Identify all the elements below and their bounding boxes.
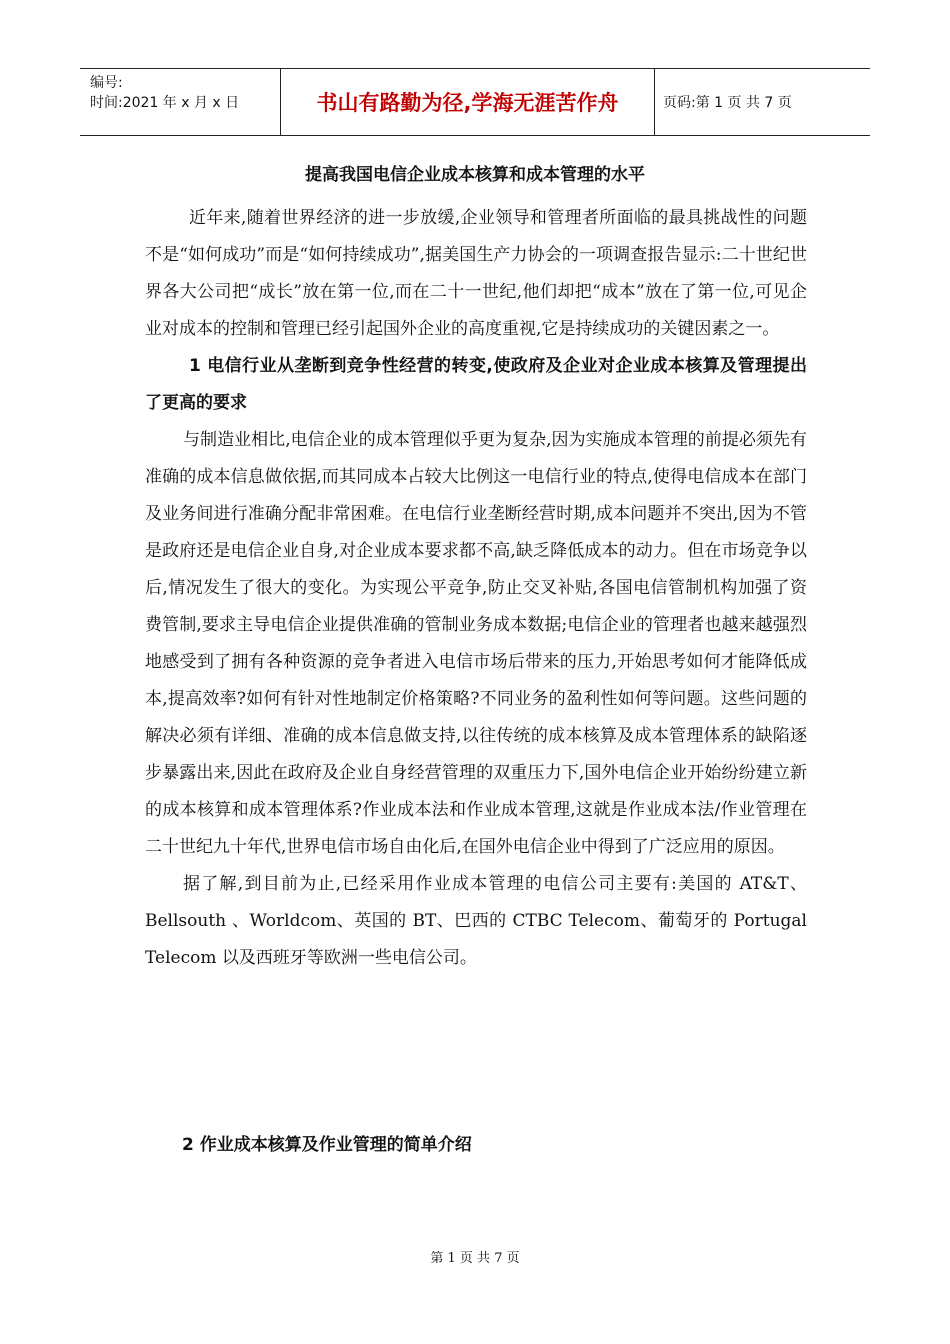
paragraph-3: 据了解,到目前为止,已经采用作业成本管理的电信公司主要有:美国的 AT&T、Bellsouth 、Worldcom、英国的 BT、巴西的 CTBC Telecom、葡萄牙的 Portugal Telecom 以及西班牙等欧洲一些电信公司。 [145,874,807,968]
header-number-label: 编号: [90,75,123,91]
section2-heading: 2 作业成本核算及作业管理的简单介绍 [182,1135,472,1155]
page-header [80,68,870,136]
page-footer: 第 1 页 共 7 页 [430,1251,520,1266]
header-motto: 书山有路勤为径,学海无涯苦作舟 [316,91,619,115]
header-time-label: 时间:2021 年 x 月 x 日 [90,95,240,111]
section1-heading: 1 电信行业从垄断到竞争性经营的转变,使政府及企业对企业成本核算及管理提出了更高的要求 [145,356,807,413]
header-page-info: 页码:第 1 页 共 7 页 [663,95,792,111]
document-body [145,200,807,977]
document-title: 提高我国电信企业成本核算和成本管理的水平 [305,165,645,185]
header-meta [80,69,280,135]
intro-paragraph: 近年来,随着世界经济的进一步放缓,企业领导和管理者所面临的最具挑战性的问题不是“如何成功”而是“如何持续成功”,据美国生产力协会的一项调查报告显示:二十世纪世界各大公司把“成长”放在第一位,而在二十一世纪,他们却把“成本”放在了第一位,可见企业对成本的控制和管理已经引起国外企业的高度重视,它是持续成功的关键因素之一。 [145,208,807,339]
paragraph-2: 与制造业相比,电信企业的成本管理似乎更为复杂,因为实施成本管理的前提必须先有准确的成本信息做依据,而其同成本占较大比例这一电信行业的特点,使得电信成本在部门及业务间进行准确分配非常困难。在电信行业垄断经营时期,成本问题并不突出,因为不管是政府还是电信企业自身,对企业成本要求都不高,缺乏降低成本的动力。但在市场竞争以后,情况发生了很大的变化。为实现公平竞争,防止交叉补贴,各国电信管制机构加强了资费管制,要求主导电信企业提供准确的管制业务成本数据;电信企业的管理者也越来越强烈地感受到了拥有各种资源的竞争者进入电信市场后带来的压力,开始思考如何才能降低成本,提高效率?如何有针对性地制定价格策略?不同业务的盈利性如何等问题。这些问题的解决必须有详细、准确的成本信息做支持,以往传统的成本核算及成本管理体系的缺陷逐步暴露出来,因此在政府及企业自身经营管理的双重压力下,国外电信企业开始纷纷建立新的成本核算和成本管理体系?作业成本法和作业成本管理,这就是作业成本法/作业管理在二十世纪九十年代,世界电信市场自由化后,在国外电信企业中得到了广泛应用的原因。 [145,430,807,857]
header-motto-cell [280,69,655,135]
